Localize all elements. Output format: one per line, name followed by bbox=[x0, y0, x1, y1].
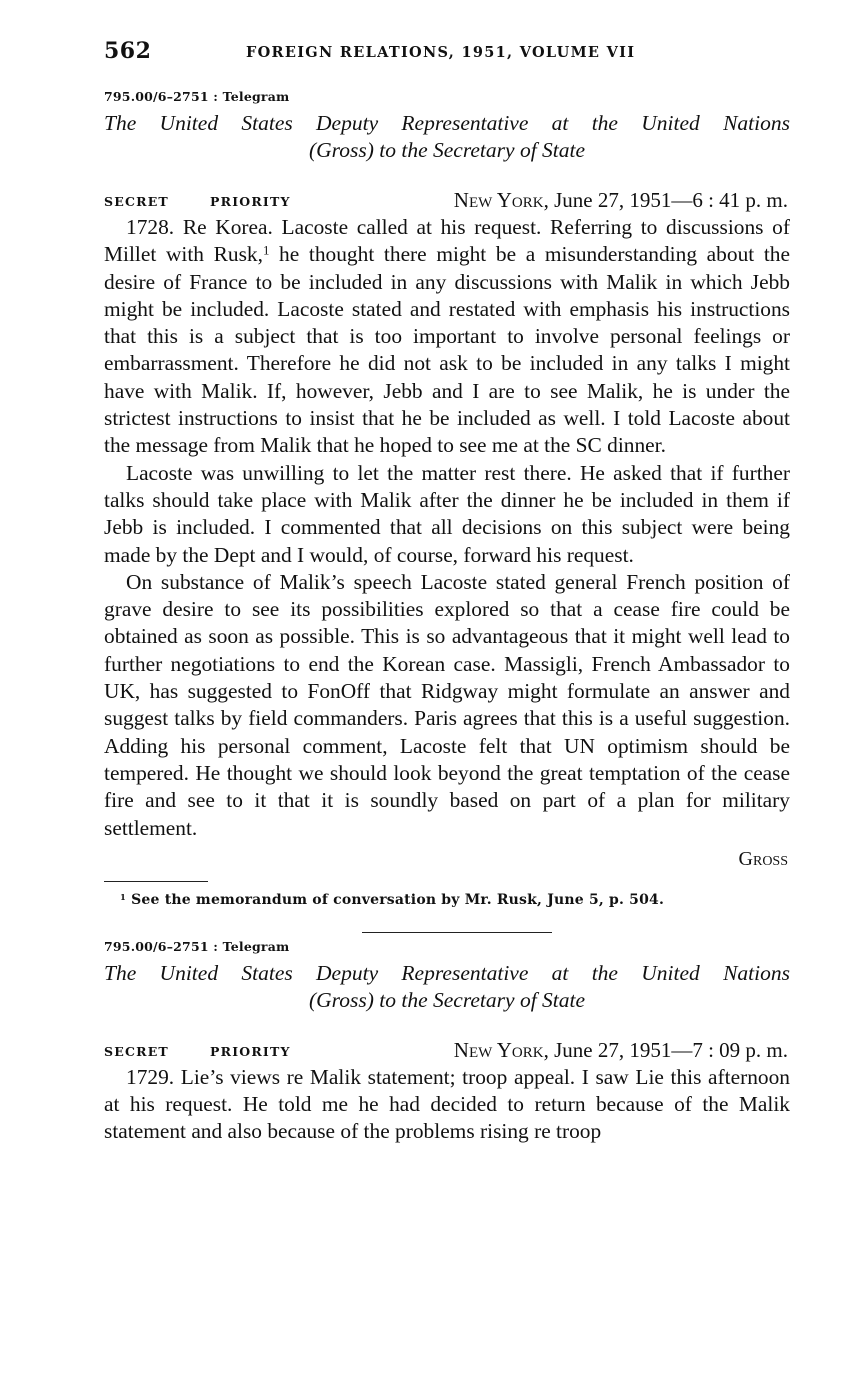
paragraph: On substance of Malik’s speech Lacoste stated general French position of grave desire to see its possibilities explored so that a cease fire could be obtained as soon as possible. This is so advantageous that it might well lead to further negotiations to end the Korean case. Massigli, French Ambassador to UK, has suggested to FonOff that Ridgway might formulate an answer and suggest talks by field commanders. Paris agrees that this is a useful suggestion. Adding his personal comment, Lacoste felt that UN optimism should be tempered. He thought we should look beyond the great temptation of the cease fire and see to it that it is soundly based on part of a plan for military settlement. bbox=[104, 569, 790, 840]
running-head bbox=[104, 38, 790, 72]
dateline bbox=[454, 1038, 788, 1063]
signature: Gross bbox=[738, 847, 788, 870]
priority: PRIORITY bbox=[210, 1043, 291, 1059]
footnote-marker: 1 bbox=[120, 891, 127, 902]
classification: SECRET bbox=[104, 1043, 169, 1059]
running-title: FOREIGN RELATIONS, 1951, VOLUME VII bbox=[246, 44, 636, 61]
document-title-line-1: The United States Deputy Representative at the United Nations bbox=[104, 960, 790, 985]
document-title-line-2: (Gross) to the Secretary of State bbox=[308, 987, 586, 1012]
document-title-line-2: (Gross) to the Secretary of State bbox=[308, 138, 586, 162]
document-id: 795.00/6–2751 : Telegram bbox=[104, 89, 290, 104]
page-number: 562 bbox=[104, 38, 152, 64]
document-title bbox=[104, 110, 790, 164]
classification: SECRET bbox=[104, 194, 169, 209]
paragraph: Lacoste was unwilling to let the matter rest there. He asked that if further talks should take place with Malik after the dinner he be included in them if Jebb is included. I commented that all decisions on this subject were being made by the Dept and I would, of course, forward his request. bbox=[104, 460, 790, 567]
telegram-body bbox=[104, 214, 790, 842]
dateline-place: New York bbox=[453, 188, 544, 212]
document-page bbox=[104, 38, 790, 1146]
dateline-date: , June 27, 1951—7 : 09 p. m. bbox=[543, 1037, 788, 1062]
footnote-text: See the memorandum of conversation by Mr. Rusk, June 5, p. 504. bbox=[131, 891, 665, 908]
paragraph: 1729. Lie’s views re Malik statement; troop appeal. I saw Lie this afternoon at his request. He told me he had decided to return because of the Malik statement and also because of the problems rising re troop bbox=[104, 1064, 790, 1144]
document-id: 795.00/6–2751 : Telegram bbox=[104, 938, 290, 954]
dateline-place: New York bbox=[453, 1037, 544, 1062]
telegram-header bbox=[104, 1038, 790, 1064]
document-title-line-1: The United States Deputy Representative at the United Nations bbox=[104, 111, 790, 135]
telegram-body bbox=[104, 1064, 790, 1146]
paragraph: 1728. Re Korea. Lacoste called at his request. Referring to discussions of Millet with Rusk,$^1$ he thought there might be a misunderstanding about the desire of France to be included in any discussions with Malik in which Jebb might be included. Lacoste stated and restated with emphasis his instructions that this is a subject that is too important to involve personal feelings or embarrassment. Therefore he did not ask to be included in any talks I might have with Malik. If, however, Jebb and I are to see Malik, he is under the strictest instructions to insist that he be included as well. I told Lacoste about the message from Malik that he hoped to see me at the SC dinner. bbox=[104, 215, 790, 458]
footnote bbox=[120, 892, 790, 908]
telegram-header bbox=[104, 188, 790, 214]
priority: PRIORITY bbox=[210, 194, 291, 209]
footnote-reference: 1 bbox=[262, 243, 270, 258]
footnote-divider bbox=[104, 881, 208, 882]
document-separator bbox=[362, 932, 552, 933]
dateline-date: , June 27, 1951—6 : 41 p. m. bbox=[543, 188, 788, 212]
dateline bbox=[454, 188, 788, 213]
document-title bbox=[104, 960, 790, 1014]
